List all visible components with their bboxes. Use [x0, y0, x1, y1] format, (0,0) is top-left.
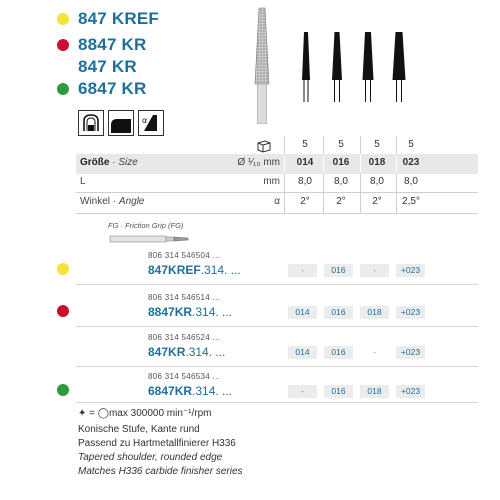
- availability-cell: +023: [396, 346, 425, 359]
- availability-cell: 018: [360, 306, 389, 319]
- product-code-8847kr: 8847 KR: [78, 35, 147, 54]
- availability-cell: -: [288, 385, 317, 398]
- availability-cell: 018: [360, 385, 389, 398]
- speed-note: ✦ = ◯max 300000 min⁻¹/rpm: [78, 408, 212, 419]
- article-number: 806 314 546524 ...: [148, 333, 221, 342]
- availability-cell: -: [373, 347, 376, 357]
- bur-silhouette-018: [356, 30, 380, 102]
- variant-code: 6847KR.314. ...: [148, 384, 233, 398]
- spec-row-angle: Winkel · Angle α 2° 2° 2° 2,5°: [76, 193, 478, 213]
- shank-type-label: FG · Friction Grip (FG): [108, 221, 184, 230]
- spec-row-size: Größe · Size Ø ¹⁄₁₀ mm 014 016 018 023: [76, 154, 478, 174]
- color-dot-red: [57, 305, 69, 317]
- availability-cell: 016: [324, 385, 353, 398]
- spec-row-pack: 5 5 5 5: [76, 136, 478, 156]
- availability-cell: 016: [324, 306, 353, 319]
- availability-cell: 016: [324, 346, 353, 359]
- rounded-shoulder-icon: [108, 110, 134, 136]
- product-code-847kref: 847 KREF: [78, 9, 159, 28]
- availability-cell: 014: [288, 346, 317, 359]
- color-dot-yellow: [57, 263, 69, 275]
- description-de-1: Konische Stufe, Kante rund: [78, 424, 200, 435]
- color-dot-green: [57, 83, 69, 95]
- color-dot-yellow: [57, 13, 69, 25]
- article-number: 806 314 546534 ...: [148, 372, 221, 381]
- bur-silhouette-016: [325, 30, 349, 102]
- bur-silhouette-014: [294, 30, 318, 102]
- variant-code: 847KR.314. ...: [148, 345, 226, 359]
- availability-cell: -: [360, 264, 389, 277]
- bur-illustration-large: [248, 6, 276, 124]
- variant-code: 847KREF.314. ...: [148, 263, 241, 277]
- bur-silhouette-023: [387, 30, 411, 102]
- description-de-2: Passend zu Hartmetallfinierer H336: [78, 438, 236, 449]
- description-en-1: Tapered shoulder, rounded edge: [78, 452, 223, 463]
- article-number: 806 314 546504 ...: [148, 251, 221, 260]
- availability-cell: 016: [324, 264, 353, 277]
- svg-text:α: α: [142, 116, 148, 125]
- spec-row-length: L mm 8,0 8,0 8,0 8,0: [76, 173, 478, 193]
- availability-cell: +023: [396, 264, 425, 277]
- taper-angle-icon: [138, 110, 164, 136]
- fg-shank-illustration: [108, 233, 192, 245]
- article-number: 806 314 546514 ...: [148, 293, 221, 302]
- tooth-crown-icon: [78, 110, 104, 136]
- availability-cell: 014: [288, 306, 317, 319]
- availability-cell: -: [288, 264, 317, 277]
- product-code-847kr: 847 KR: [78, 57, 137, 76]
- variant-code: 8847KR.314. ...: [148, 305, 233, 319]
- description-en-2: Matches H336 carbide finisher series: [78, 466, 243, 477]
- availability-cell: +023: [396, 306, 425, 319]
- color-dot-green: [57, 384, 69, 396]
- availability-cell: +023: [396, 385, 425, 398]
- package-icon: [256, 139, 272, 153]
- color-dot-red: [57, 39, 69, 51]
- product-code-6847kr: 6847 KR: [78, 79, 147, 98]
